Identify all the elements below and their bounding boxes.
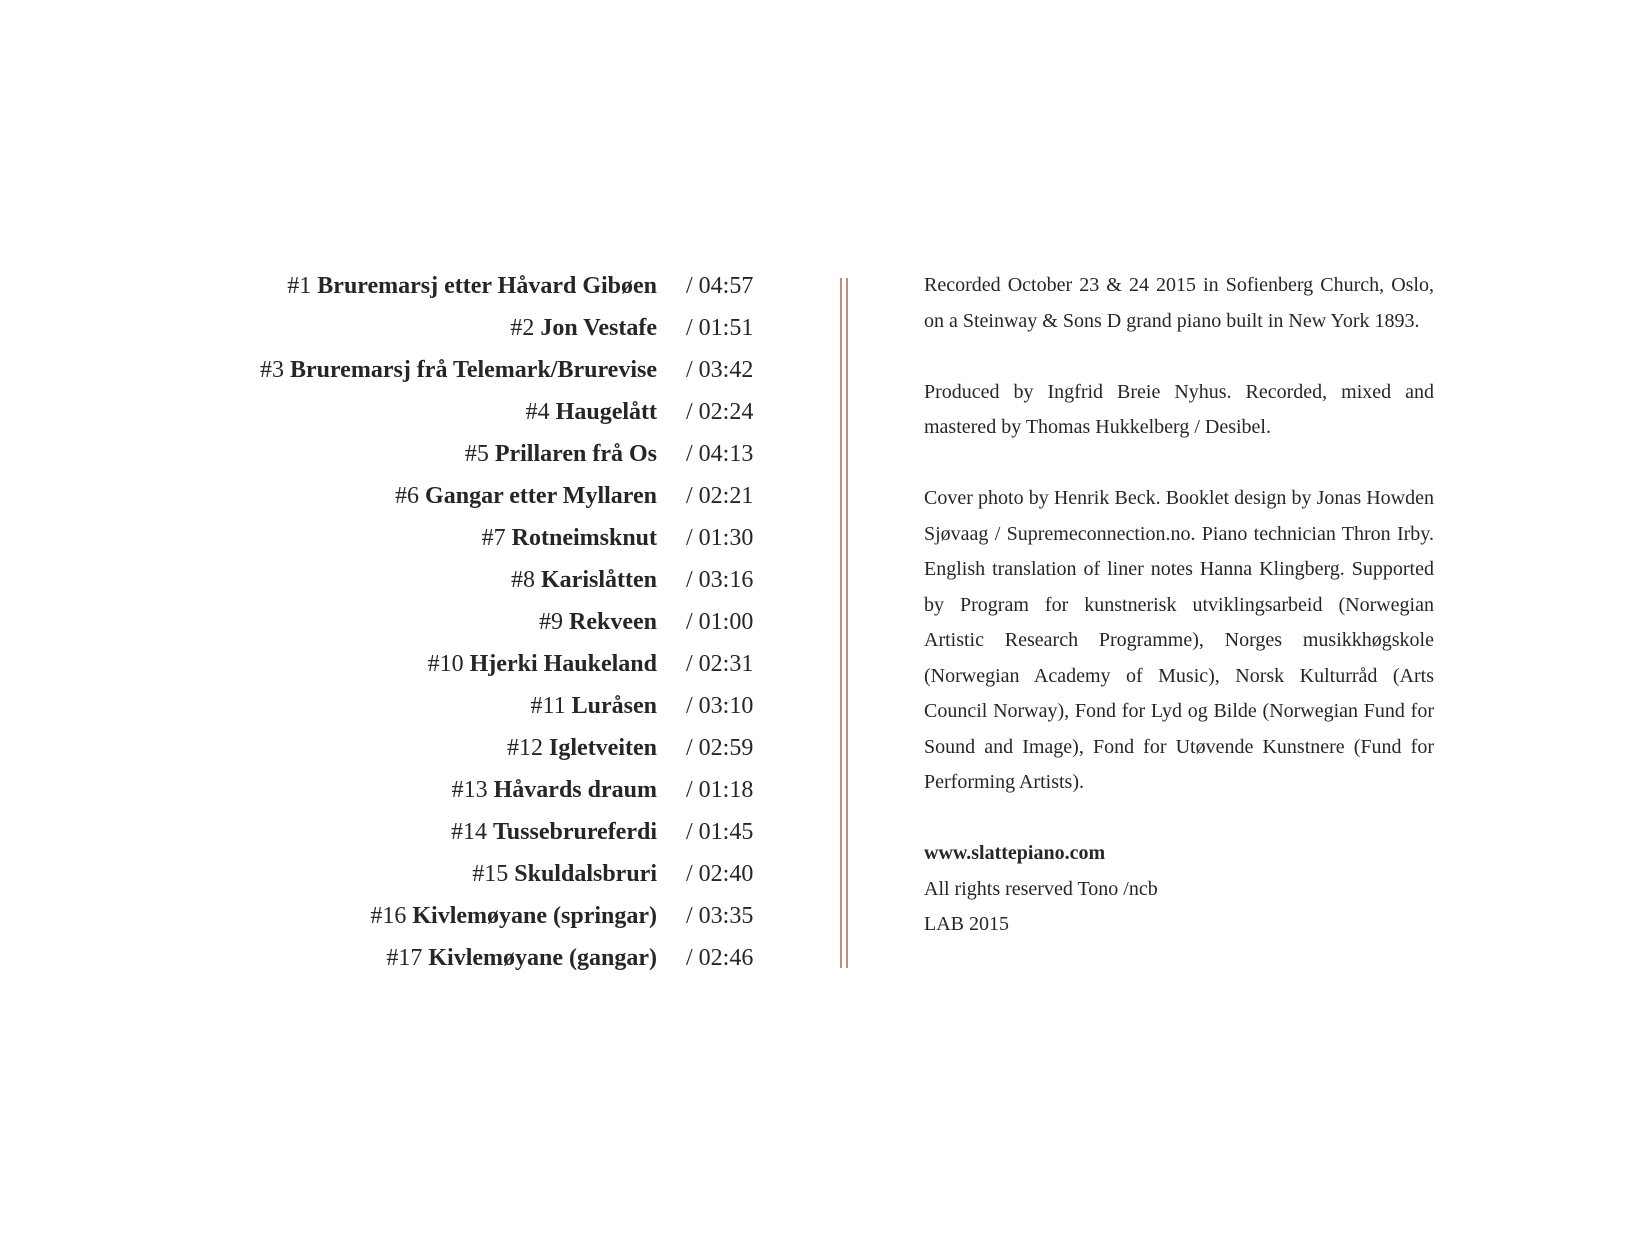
acknowledgements: Cover photo by Henrik Beck. Booklet design by Jonas Howden Sjøvaag / Supremeconnection.no. Piano technician Thron Irby. English translation of liner notes Hanna Klingberg. Supported by Program for kunstnerisk utviklingsarbeid (Norwegian Artistic Research Programme), Norges musikkhøgskole (Norwegian Academy of Music), Norsk Kulturråd (Arts Council Norway), Fond for Lyd og Bilde (Norwegian Fund for Sound and Image), Fond for Utøvende Kunstnere (Fund for Performing Artists). (924, 487, 1434, 793)
track-title: Tussebrureferdi (492, 819, 657, 845)
track-duration: / 02:46 (686, 945, 754, 971)
track-duration: / 02:24 (686, 399, 754, 425)
track-number: #8 (511, 567, 536, 593)
track-item (200, 811, 770, 853)
track-duration: / 03:16 (686, 567, 754, 593)
track-title: Igletveiten (549, 735, 657, 761)
track-number: #9 (539, 609, 564, 635)
track-number: #2 (510, 315, 535, 341)
track-item (200, 853, 770, 895)
track-number: #4 (525, 399, 550, 425)
track-list (200, 265, 770, 979)
track-item (200, 517, 770, 559)
track-number: #13 (451, 777, 488, 803)
track-title: Rekveen (569, 609, 657, 635)
divider-line-left (840, 278, 842, 968)
track-item (200, 349, 770, 391)
track-duration: / 02:59 (686, 735, 754, 761)
track-duration: / 03:42 (686, 357, 754, 383)
track-duration: / 03:10 (686, 693, 754, 719)
track-title: Jon Vestafe (540, 315, 657, 341)
track-item (200, 727, 770, 769)
track-item (200, 475, 770, 517)
track-duration: / 04:57 (686, 273, 754, 299)
track-number: #14 (450, 819, 487, 845)
track-item (200, 937, 770, 979)
track-title: Luråsen (571, 693, 657, 719)
track-number: #17 (386, 945, 423, 971)
track-number: #15 (472, 861, 509, 887)
track-title: Karislåtten (541, 567, 657, 593)
recording-info: Recorded October 23 & 24 2015 in Sofienberg Church, Oslo, on a Steinway & Sons D grand piano built in New York 1893. (924, 274, 1434, 332)
credits-block (924, 268, 1434, 978)
track-duration: / 01:00 (686, 609, 754, 635)
track-duration: / 02:40 (686, 861, 754, 887)
track-item (200, 559, 770, 601)
track-item (200, 895, 770, 937)
track-number: #11 (530, 693, 566, 719)
track-number: #6 (395, 483, 420, 509)
track-title: Håvards draum (493, 777, 657, 803)
track-number: #16 (370, 903, 407, 929)
track-duration: / 03:35 (686, 903, 754, 929)
track-number: #12 (507, 735, 544, 761)
track-item (200, 265, 770, 307)
divider-line-right (846, 278, 848, 968)
track-number: #1 (287, 273, 312, 299)
track-number: #10 (427, 651, 464, 677)
track-title: Bruremarsj etter Håvard Gibøen (317, 273, 657, 299)
track-number: #3 (259, 357, 284, 383)
track-number: #7 (481, 525, 506, 551)
track-item (200, 391, 770, 433)
track-title: Haugelått (555, 399, 657, 425)
track-item (200, 601, 770, 643)
track-title: Rotneimsknut (511, 525, 657, 551)
track-title: Kivlemøyane (springar) (412, 903, 657, 929)
catalog-number: LAB 2015 (924, 913, 1009, 935)
track-duration: / 01:45 (686, 819, 754, 845)
track-title: Bruremarsj frå Telemark/Brurevise (289, 357, 657, 383)
footer-info (924, 836, 1434, 943)
rights-notice: All rights reserved Tono /ncb (924, 877, 1158, 900)
track-item (200, 307, 770, 349)
track-title: Hjerki Haukeland (469, 651, 657, 677)
track-duration: / 02:31 (686, 651, 754, 677)
track-duration: / 04:13 (686, 441, 754, 467)
track-title: Kivlemøyane (gangar) (428, 945, 657, 971)
track-duration: / 01:51 (686, 315, 754, 341)
track-title: Prillaren frå Os (494, 441, 657, 467)
track-number: #5 (464, 441, 489, 467)
website-link: www.slattepiano.com (924, 842, 1106, 864)
track-item (200, 643, 770, 685)
track-duration: / 01:30 (686, 525, 754, 551)
production-info: Produced by Ingfrid Breie Nyhus. Recorded, mixed and mastered by Thomas Hukkelberg / Desibel. (924, 380, 1434, 438)
track-item (200, 433, 770, 475)
track-duration: / 01:18 (686, 777, 754, 803)
track-item (200, 769, 770, 811)
track-duration: / 02:21 (686, 483, 754, 509)
track-title: Gangar etter Myllaren (425, 483, 657, 509)
track-title: Skuldalsbruri (514, 861, 657, 887)
track-item (200, 685, 770, 727)
